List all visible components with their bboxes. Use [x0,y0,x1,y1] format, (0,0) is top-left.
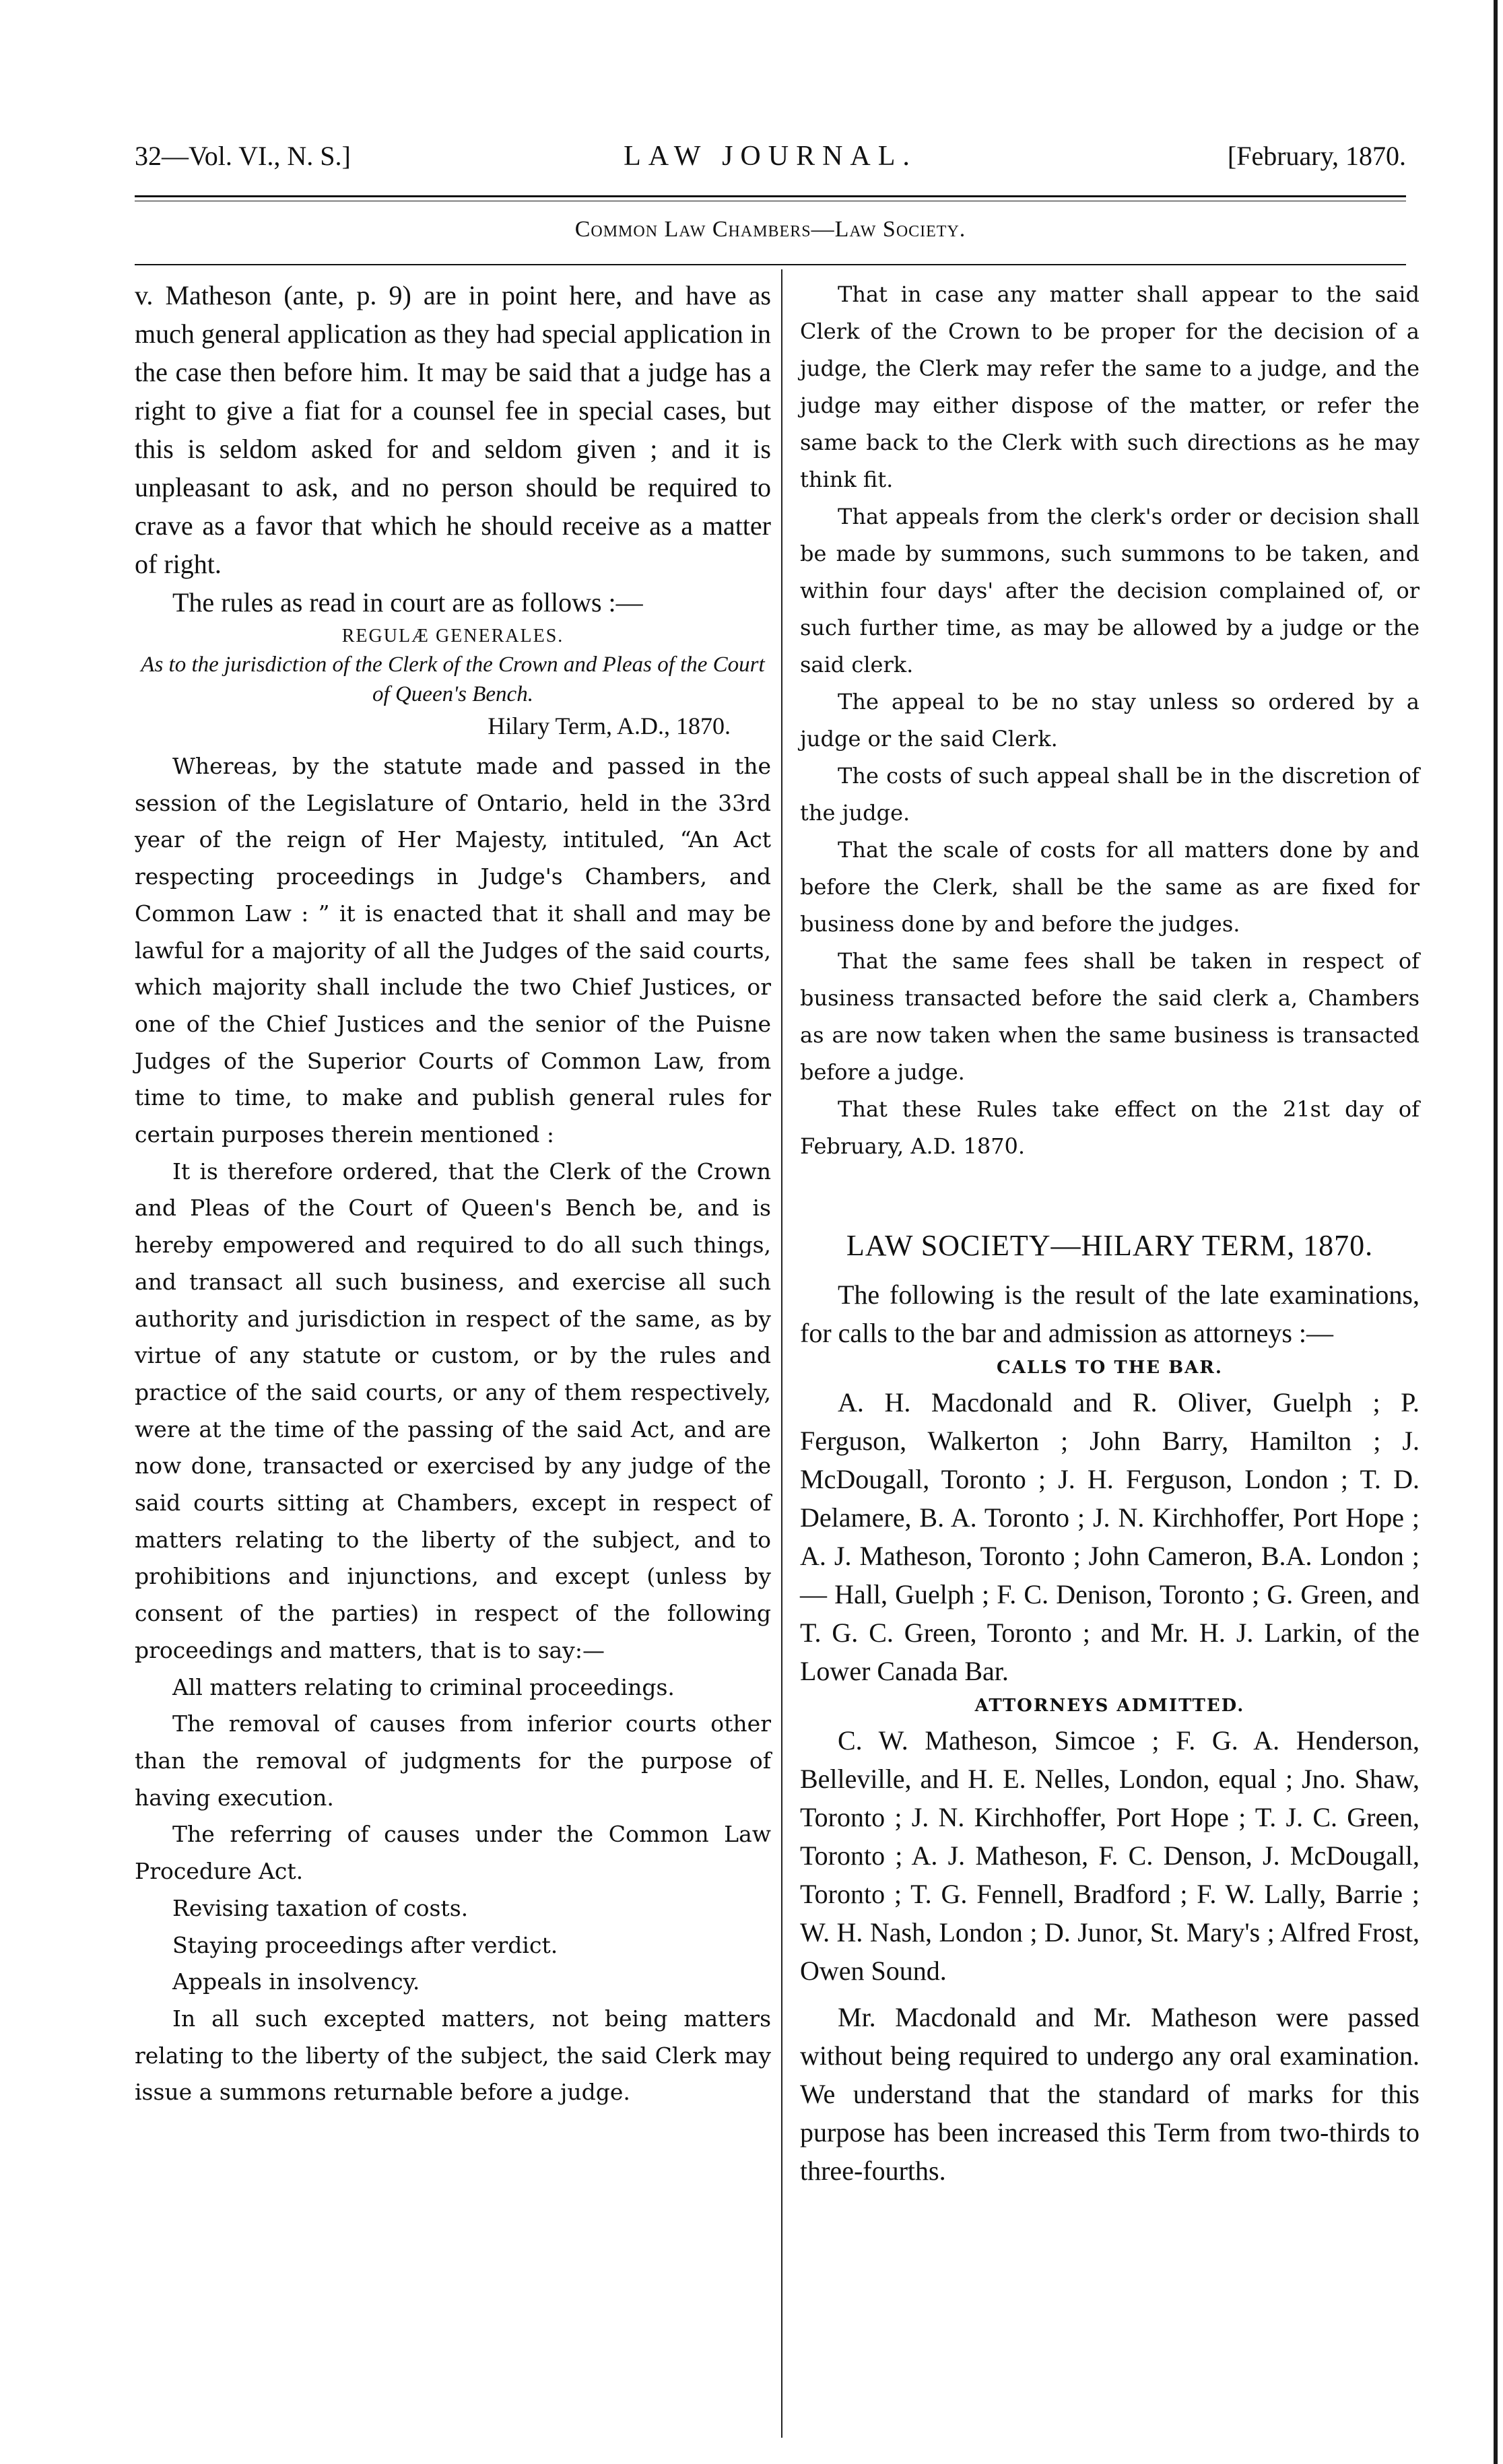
list-item: The referring of causes under the Common Law Procedure Act. [135,1821,771,1885]
right-column [800,276,1420,2190]
column-divider [781,269,782,2438]
running-header [135,140,1406,180]
rule-paragraph: That the scale of costs for all matters done by and before the Clerk, shall be the same as are fixed for business done by and before the judges. [800,837,1420,937]
list-item: All matters relating to criminal proceedings. [172,1673,675,1700]
closing-paragraph: Mr. Macdonald and Mr. Matheson were passed without being required to undergo any oral examination. We understand that the standard of marks for this purpose has been increased this Term from two-thirds to three-fourths. [800,2002,1420,2186]
section-rule [135,264,1406,265]
calls-paragraph: A. H. Macdonald and R. Oliver, Guelph ; P. Ferguson, Walkerton ; John Barry, Hamilton ; J. McDougall, Toronto ; J. H. Ferguson, London ; T. D. Delamere, B. A. Toronto ; J. N. Kirchhoffer, Port Hope ; A. J. Matheson, Toronto ; John Cameron, B.A. London ; — Hall, Guelph ; F. C. Denison, Toronto ; G. Green, and T. G. C. Green, Toronto ; and Mr. H. J. Larkin, of the Lower Canada Bar. [800,1387,1420,1686]
journal-title: LAW JOURNAL. [624,141,917,172]
section-title: Common Law Chambers—Law Society. [574,217,966,242]
calls-heading: CALLS TO THE BAR. [997,1358,1223,1378]
term-line: Hilary Term, A.D., 1870. [488,712,731,739]
list-item: Revising taxation of costs. [172,1894,469,1921]
list-item: The removal of causes from inferior courts other than the removal of judgments for the purpose of having execution. [135,1710,771,1811]
law-society-intro: The following is the result of the late examinations, for calls to the bar and admission as attorneys :— [800,1279,1420,1348]
jurisdiction-heading: As to the jurisdiction of the Clerk of the Crown and Pleas of the Court of Queen's Bench. [141,653,765,706]
page-volume-label: 32—Vol. VI., N. S.] [135,141,351,171]
rule-paragraph: That the same fees shall be taken in respect of business transacted before the said clerk a, Chambers as are now taken when the same business is transacted before a judge. [800,948,1420,1085]
final-paragraph: In all such excepted matters, not being matters relating to the liberty of the subject, the said Clerk may issue a summons returnable before a judge. [135,2005,771,2106]
whereas-paragraph: Whereas, by the statute made and passed in the session of the Legislature of Ontario, held in the 33rd year of the reign of Her Majesty, intituled, “An Act respecting proceedings in Judge's Chambers, and Common Law : ” it is enacted that it shall and may be lawful for a majority of all the Judges of the said courts, which majority shall include the two Chief Justices, or one of the Chief Justices and the senior of the Puisne Judges of the Superior Courts of Common Law, from time to time, to make and publish general rules for certain purposes therein mentioned : [135,753,771,1148]
rule-paragraph: That in case any matter shall appear to the said Clerk of the Crown to be proper for the decision of a judge, the Clerk may refer the same to a judge, and the judge may either dispose of the matter, or refer the same back to the Clerk with such directions as he may think fit. [800,281,1420,492]
intro-paragraph: v. Matheson (ante, p. 9) are in point here, and have as much general application as they had special application in the case then before him. It may be said that a judge has a right to give a fiat for a counsel fee in special cases, but this is seldom asked for and seldom given ; and it is unpleasant to ask, and no person should be required to crave as a favor that which he should receive as a matter of right. [135,280,771,579]
issue-date: [February, 1870. [1227,141,1406,171]
regulae-heading: REGULÆ GENERALES. [341,626,564,646]
rule-paragraph: The appeal to be no stay unless so ordered by a judge or the said Clerk. [800,689,1420,752]
rule-paragraph: That appeals from the clerk's order or decision shall be made by summons, such summons to be taken, and within four days' after the decision complained of, or such further time, as may be allowed by a judge or the said clerk. [800,504,1420,677]
ordered-paragraph: It is therefore ordered, that the Clerk of the Crown and Pleas of the Court of Queen's Bench be, and is hereby empowered and required to do all such things, and transact all such business, and exercise all such authority and jurisdiction in respect of the same, as by virtue of any statute or custom, or by the rules and practice of the said courts, or any of them respectively, were at the time of the passing of the said Act, and are now done, transacted or exercised by any judge of the said courts sitting at Chambers, except in respect of matters relating to the liberty of the subject, and to prohibitions and injunctions, and except (unless by consent of the parties) in respect of the following proceedings and matters, that is to say:— [135,1158,771,1663]
rule-paragraph: The costs of such appeal shall be in the discretion of the judge. [800,763,1420,826]
page-edge-binding [1494,0,1498,2464]
rules-intro: The rules as read in court are as follows :— [172,587,643,618]
rule-paragraph: That these Rules take effect on the 21st day of February, A.D. 1870. [800,1096,1420,1159]
header-rule [135,195,1406,197]
attorneys-heading: ATTORNEYS ADMITTED. [974,1696,1245,1716]
list-item: Staying proceedings after verdict. [172,1931,558,1958]
left-column [135,276,771,2111]
law-society-title: LAW SOCIETY—HILARY TERM, 1870. [846,1229,1374,1262]
attorneys-paragraph: C. W. Matheson, Simcoe ; F. G. A. Henderson, Belleville, and H. E. Nelles, London, equal ; Jno. Shaw, Toronto ; J. N. Kirchhoffer, Port Hope ; T. J. C. Green, Toronto ; A. J. Matheson, F. C. Denson, J. McDougall, Toronto ; T. G. Fennell, Bradford ; F. W. Lally, Barrie ; W. H. Nash, London ; D. Junor, St. Mary's ; Alfred Frost, Owen Sound. [800,1725,1420,1986]
list-item: Appeals in insolvency. [172,1968,420,1995]
